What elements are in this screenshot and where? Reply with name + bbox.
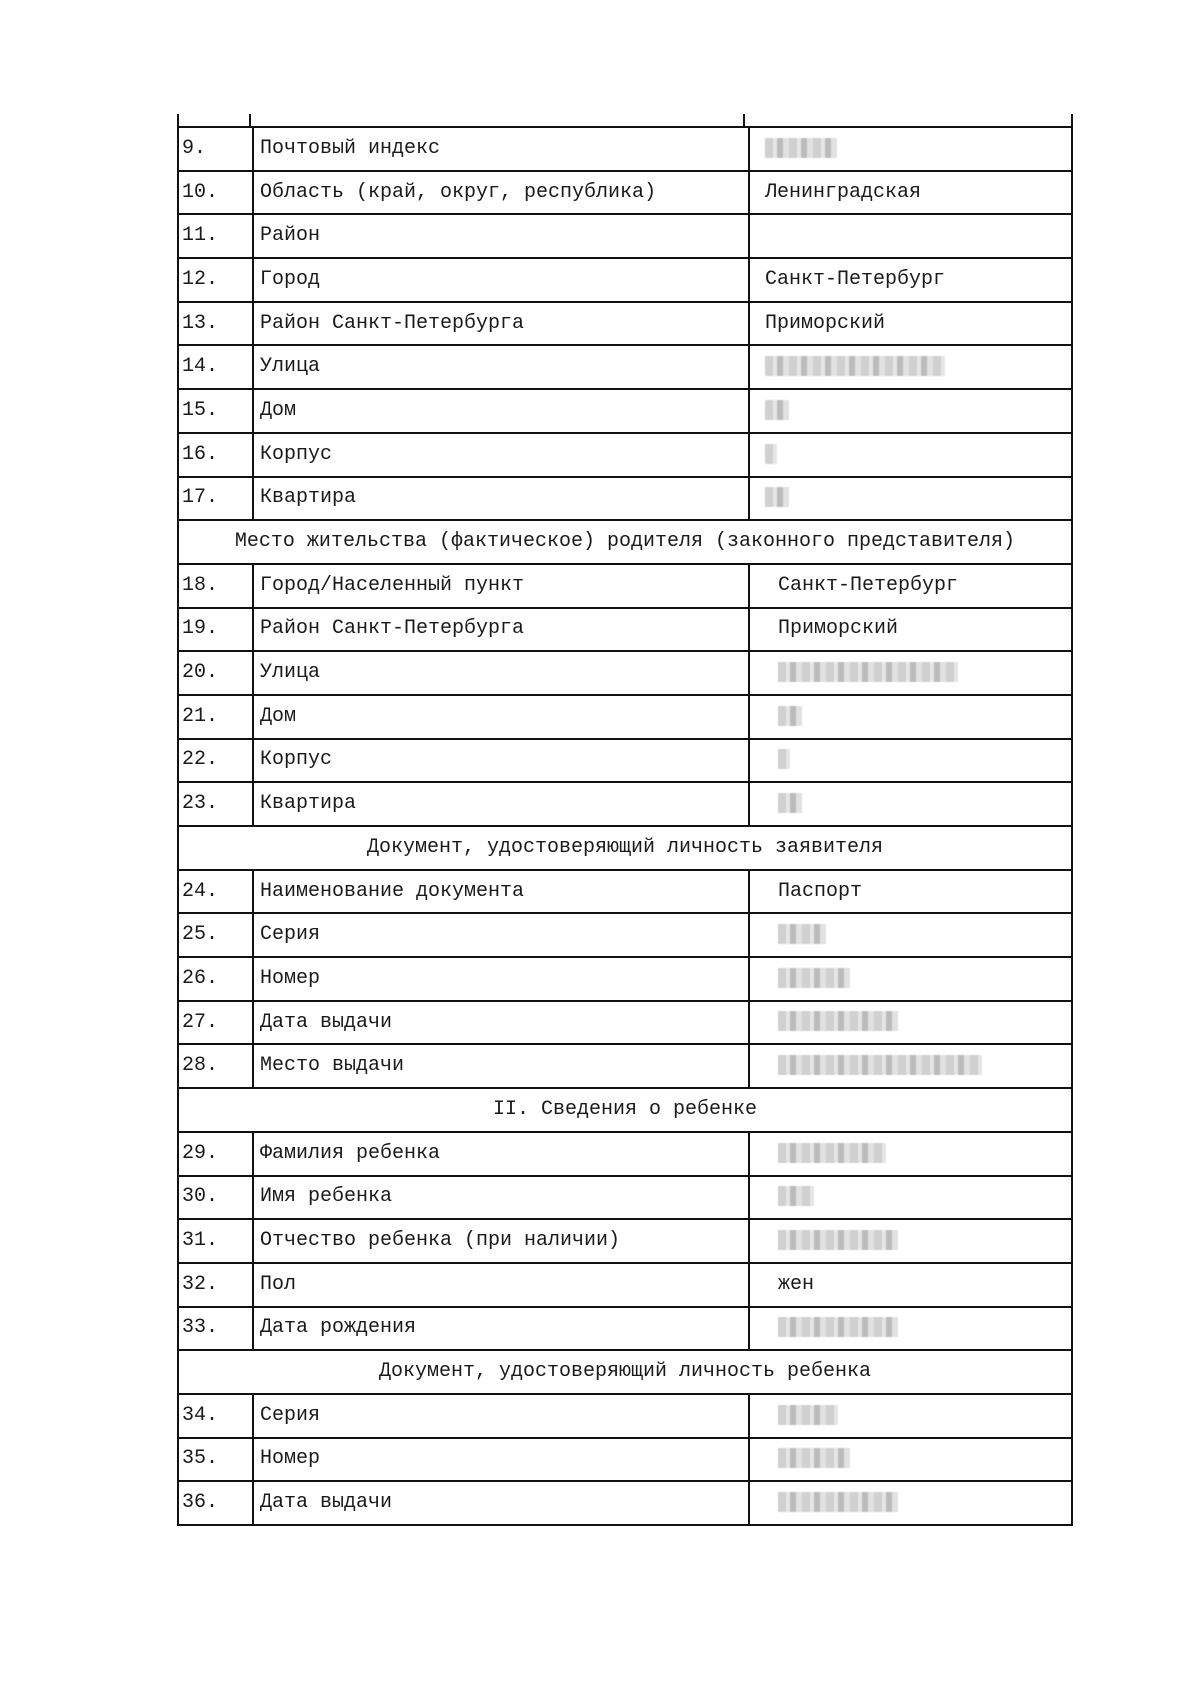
field-label: Наименование документа [253, 870, 749, 914]
field-value [749, 1044, 1072, 1088]
field-value: Санкт-Петербург [749, 564, 1072, 608]
redacted-value [778, 968, 850, 988]
field-value [749, 1438, 1072, 1482]
field-value [749, 389, 1072, 433]
table-row [178, 345, 1072, 389]
field-value [749, 345, 1072, 389]
row-number: 21. [178, 695, 253, 739]
border-line [743, 114, 745, 126]
field-value [749, 695, 1072, 739]
field-value: жен [749, 1263, 1072, 1307]
table-row [178, 739, 1072, 783]
table-continuation-stub [177, 114, 1073, 126]
redacted-value [765, 356, 945, 376]
redacted-value [778, 1186, 814, 1206]
row-number: 32. [178, 1263, 253, 1307]
row-number: 30. [178, 1176, 253, 1220]
field-value [749, 1481, 1072, 1525]
section-title: Документ, удостоверяющий личность ребенка [178, 1350, 1072, 1394]
table-row [178, 1481, 1072, 1525]
redacted-value [778, 1317, 898, 1337]
row-number: 12. [178, 258, 253, 302]
redacted-value [778, 793, 802, 813]
row-number: 26. [178, 957, 253, 1001]
row-number: 19. [178, 608, 253, 652]
field-label: Дом [253, 389, 749, 433]
field-label: Улица [253, 651, 749, 695]
section-title: II. Сведения о ребенке [178, 1088, 1072, 1132]
redacted-value [778, 662, 958, 682]
table-row [178, 564, 1072, 608]
field-value [749, 477, 1072, 521]
section-title: Документ, удостоверяющий личность заявителя [178, 826, 1072, 870]
table-row [178, 651, 1072, 695]
table-row [178, 1132, 1072, 1176]
redacted-value [778, 1143, 886, 1163]
table-row [178, 1438, 1072, 1482]
field-label: Почтовый индекс [253, 127, 749, 171]
row-number: 23. [178, 782, 253, 826]
section-header-row [178, 520, 1072, 564]
redacted-value [778, 1492, 898, 1512]
field-value: Ленинградская [749, 171, 1072, 215]
border-line [249, 114, 251, 126]
row-number: 27. [178, 1001, 253, 1045]
table-row [178, 1263, 1072, 1307]
table-row [178, 782, 1072, 826]
table-row [178, 214, 1072, 258]
field-label: Город [253, 258, 749, 302]
row-number: 9. [178, 127, 253, 171]
table-row [178, 127, 1072, 171]
application-form-table [177, 114, 1073, 1585]
table-row [178, 258, 1072, 302]
section-header-row [178, 826, 1072, 870]
border-line [1071, 114, 1073, 126]
table-row [178, 302, 1072, 346]
field-value [749, 1176, 1072, 1220]
row-number: 31. [178, 1219, 253, 1263]
row-number: 15. [178, 389, 253, 433]
table-row [178, 1176, 1072, 1220]
redacted-value [778, 749, 790, 769]
field-value [749, 957, 1072, 1001]
table-row [178, 695, 1072, 739]
field-label: Улица [253, 345, 749, 389]
field-label: Дата выдачи [253, 1001, 749, 1045]
table-row [178, 870, 1072, 914]
redacted-value [778, 1230, 898, 1250]
field-label: Номер [253, 957, 749, 1001]
table-row [178, 433, 1072, 477]
row-number: 20. [178, 651, 253, 695]
table-row [178, 171, 1072, 215]
field-value: Приморский [749, 608, 1072, 652]
field-label: Дата выдачи [253, 1481, 749, 1525]
field-value: Приморский [749, 302, 1072, 346]
form-table-body [178, 127, 1072, 1525]
row-number: 35. [178, 1438, 253, 1482]
field-label: Пол [253, 1263, 749, 1307]
field-label: Имя ребенка [253, 1176, 749, 1220]
redacted-value [765, 444, 777, 464]
row-number: 25. [178, 913, 253, 957]
row-number: 24. [178, 870, 253, 914]
redacted-value [765, 487, 789, 507]
field-value [749, 651, 1072, 695]
row-number: 33. [178, 1307, 253, 1351]
field-label: Номер [253, 1438, 749, 1482]
field-label: Отчество ребенка (при наличии) [253, 1219, 749, 1263]
field-label: Район Санкт-Петербурга [253, 608, 749, 652]
redacted-value [765, 138, 837, 158]
row-number: 16. [178, 433, 253, 477]
field-value [749, 1394, 1072, 1438]
section-header-row [178, 1088, 1072, 1132]
row-number: 22. [178, 739, 253, 783]
field-label: Район Санкт-Петербурга [253, 302, 749, 346]
field-label: Серия [253, 1394, 749, 1438]
row-number: 14. [178, 345, 253, 389]
form-table [177, 126, 1073, 1526]
field-label: Дата рождения [253, 1307, 749, 1351]
redacted-value [778, 706, 802, 726]
field-value [749, 214, 1072, 258]
table-row [178, 1394, 1072, 1438]
row-number: 28. [178, 1044, 253, 1088]
field-label: Город/Населенный пункт [253, 564, 749, 608]
field-value [749, 782, 1072, 826]
field-value [749, 913, 1072, 957]
field-value [749, 1001, 1072, 1045]
field-value: Паспорт [749, 870, 1072, 914]
table-row [178, 1001, 1072, 1045]
field-value [749, 433, 1072, 477]
row-number: 17. [178, 477, 253, 521]
table-row [178, 1044, 1072, 1088]
field-value [749, 739, 1072, 783]
table-row [178, 477, 1072, 521]
border-line [177, 114, 179, 126]
row-number: 18. [178, 564, 253, 608]
field-label: Корпус [253, 739, 749, 783]
section-header-row [178, 1350, 1072, 1394]
field-value [749, 1132, 1072, 1176]
row-number: 10. [178, 171, 253, 215]
table-row [178, 389, 1072, 433]
field-label: Квартира [253, 477, 749, 521]
field-label: Дом [253, 695, 749, 739]
table-row [178, 913, 1072, 957]
field-value [749, 1219, 1072, 1263]
field-value: Санкт-Петербург [749, 258, 1072, 302]
table-row [178, 1219, 1072, 1263]
row-number: 11. [178, 214, 253, 258]
field-label: Область (край, округ, республика) [253, 171, 749, 215]
table-row [178, 608, 1072, 652]
row-number: 29. [178, 1132, 253, 1176]
field-label: Район [253, 214, 749, 258]
redacted-value [778, 1055, 982, 1075]
field-label: Квартира [253, 782, 749, 826]
field-value [749, 127, 1072, 171]
row-number: 13. [178, 302, 253, 346]
field-label: Корпус [253, 433, 749, 477]
redacted-value [778, 1405, 838, 1425]
redacted-value [778, 1448, 850, 1468]
field-value [749, 1307, 1072, 1351]
table-row [178, 1307, 1072, 1351]
field-label: Место выдачи [253, 1044, 749, 1088]
field-label: Серия [253, 913, 749, 957]
redacted-value [765, 400, 789, 420]
table-row [178, 957, 1072, 1001]
row-number: 34. [178, 1394, 253, 1438]
redacted-value [778, 1011, 898, 1031]
section-title: Место жительства (фактическое) родителя (законного представителя) [178, 520, 1072, 564]
redacted-value [778, 924, 826, 944]
row-number: 36. [178, 1481, 253, 1525]
field-label: Фамилия ребенка [253, 1132, 749, 1176]
